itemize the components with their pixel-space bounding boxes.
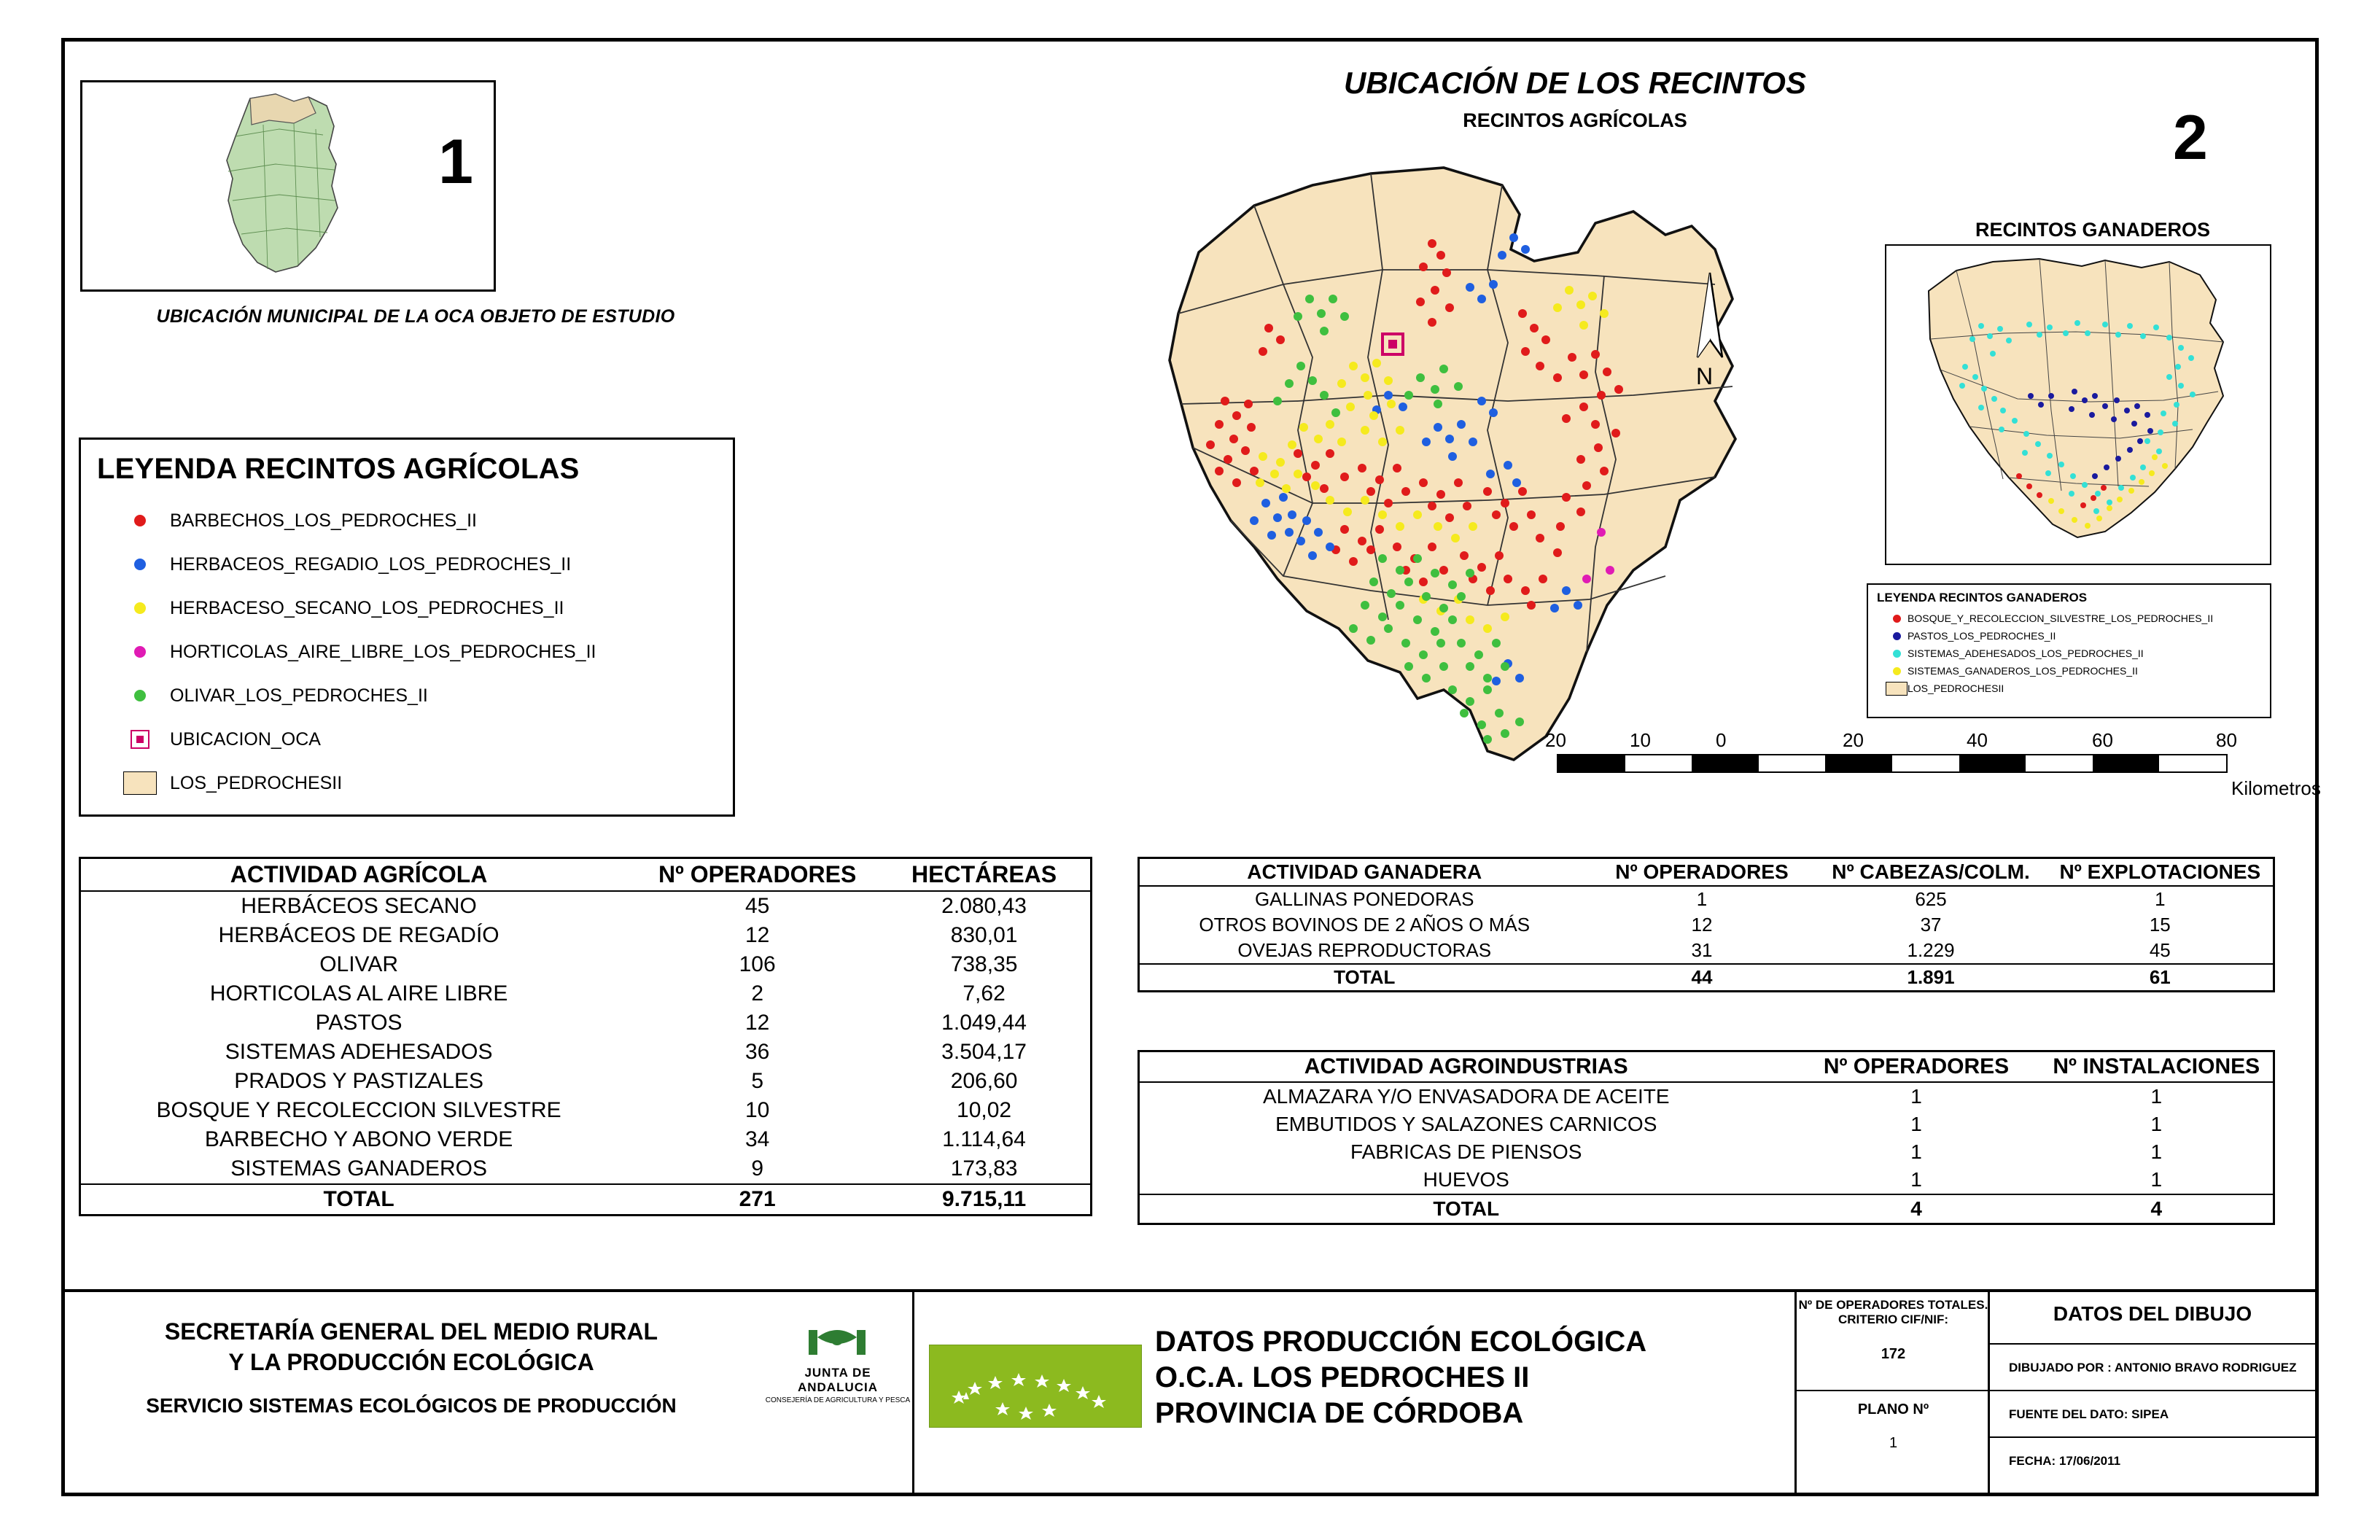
table-row (80, 891, 1092, 921)
scale-label: 10 (1630, 729, 1651, 751)
cell-instalaciones: 1 (2150, 1113, 2163, 1135)
table-row (80, 921, 1092, 950)
inset-municipal-caption: UBICACIÓN MUNICIPAL DE LA OCA OBJETO DE ESTUDIO (156, 306, 675, 327)
column-header: Nº CABEZAS/COLM. (1814, 858, 2047, 887)
table-header-row (1139, 858, 2274, 887)
fuente-text: FUENTE DEL DATO: SIPEA (2009, 1407, 2169, 1421)
legend-dot-icon (1886, 632, 1908, 640)
column-header: Nº OPERADORES (1792, 1051, 2039, 1083)
cell-activity: OVEJAS REPRODUCTORAS (1237, 939, 1492, 961)
table-actividad-ganadera (1138, 857, 2275, 992)
cell-operadores: 2 (751, 981, 763, 1006)
cell-total-operadores: 44 (1589, 964, 1814, 992)
inset-ganaderos-title: RECINTOS GANADEROS (1975, 219, 2211, 241)
scale-label: 80 (2216, 729, 2237, 751)
column-header: Nº EXPLOTACIONES (2048, 858, 2274, 887)
cell-total-label: TOTAL (1139, 1194, 1793, 1224)
legend-item (81, 499, 733, 542)
scale-units-label: Kilometros (2231, 777, 2321, 799)
table-header-row (1139, 1051, 2274, 1083)
cell-hectareas: 1.114,64 (942, 1127, 1026, 1151)
cell-hectareas: 738,35 (950, 952, 1018, 976)
cell-total-cabezas: 1.891 (1814, 964, 2047, 992)
legend-item (81, 586, 733, 630)
operadores-value: 172 (1881, 1346, 1906, 1362)
table-header-row (80, 858, 1092, 892)
scale-label: 40 (1967, 729, 1988, 751)
dibujado-por-row (1990, 1343, 2315, 1391)
table-row (80, 1008, 1092, 1038)
fecha-text: FECHA: 17/06/2011 (2009, 1454, 2121, 1468)
organismo-line-1: SECRETARÍA GENERAL DEL MEDIO RURAL (164, 1318, 658, 1345)
north-arrow (1677, 270, 1743, 394)
cell-hectareas: 1.049,44 (941, 1011, 1027, 1035)
operadores-header: Nº DE OPERADORES TOTALES. CRITERIO CIF/NIF: (1798, 1298, 1988, 1327)
cell-total-explotaciones: 61 (2048, 964, 2274, 992)
legend-item (1868, 610, 2270, 627)
organismo-line-3: SERVICIO SISTEMAS ECOLÓGICOS DE PRODUCCIÓN (146, 1394, 677, 1417)
legend-item-label: BOSQUE_Y_RECOLECCION_SILVESTRE_LOS_PEDROCHES_II (1908, 612, 2214, 624)
legend-item-label: HERBACEOS_REGADIO_LOS_PEDROCHES_II (170, 553, 572, 575)
legend-recintos-agricolas (79, 438, 735, 817)
legend-dot-icon (123, 559, 157, 570)
scale-bar-labels (1544, 729, 2244, 751)
cell-operadores: 31 (1691, 939, 1713, 961)
cell-cabezas: 625 (1915, 888, 1947, 910)
area-swatch-icon (1886, 682, 1908, 696)
table-row (1139, 912, 2274, 938)
scale-label: 0 (1716, 729, 1727, 751)
cell-hectareas: 7,62 (962, 981, 1006, 1006)
legend-item-label: PASTOS_LOS_PEDROCHES_II (1908, 630, 2056, 642)
fuente-row (1990, 1390, 2315, 1438)
column-header: Nº OPERADORES (637, 858, 878, 892)
andalucia-province-shape (206, 91, 374, 281)
table-row (80, 1038, 1092, 1067)
map-subtitle: RECINTOS AGRÍCOLAS (1463, 109, 1687, 131)
legend-item-label: SISTEMAS_GANADEROS_LOS_PEDROCHES_II (1908, 665, 2138, 677)
legend-item-label: LOS_PEDROCHESII (170, 772, 343, 793)
legend-dot-icon (1886, 650, 1908, 658)
cell-total-label: TOTAL (1139, 964, 1590, 992)
table-actividad-agricola (79, 857, 1092, 1216)
scale-bar (1545, 729, 2321, 799)
column-header: ACTIVIDAD AGRÍCOLA (80, 858, 637, 892)
fecha-row (1990, 1436, 2315, 1494)
cell-hectareas: 3.504,17 (941, 1040, 1027, 1064)
map-title: UBICACIÓN DE LOS RECINTOS (1344, 66, 1806, 100)
table-row (1139, 1138, 2274, 1166)
cell-operadores: 1 (1910, 1140, 1922, 1163)
legend-item (1868, 627, 2270, 645)
cell-activity: PRADOS Y PASTIZALES (234, 1069, 483, 1093)
plano-header: PLANO Nº (1797, 1390, 1990, 1418)
junta-subtitle: CONSEJERÍA DE AGRICULTURA Y PESCA (765, 1396, 911, 1404)
cell-explotaciones: 1 (2155, 888, 2166, 910)
legend-recintos-ganaderos (1867, 583, 2271, 718)
legend-item (1868, 645, 2270, 662)
cell-instalaciones: 1 (2150, 1085, 2163, 1108)
legend-item (1868, 680, 2270, 697)
cell-instalaciones: 1 (2150, 1140, 2163, 1163)
cell-total-operadores: 4 (1792, 1194, 2039, 1224)
legend-dot-icon (123, 690, 157, 701)
legend-dot-icon (123, 515, 157, 526)
table-total-row (1139, 964, 2274, 992)
table-row (1139, 1166, 2274, 1194)
legend-item-label: LOS_PEDROCHESII (1908, 682, 2004, 694)
table-row (80, 1067, 1092, 1096)
map-number-2: 2 (2173, 103, 2208, 173)
main-title-line-1: DATOS PRODUCCIÓN ECOLÓGICA (1155, 1326, 1647, 1358)
cell-operadores: 12 (1691, 914, 1713, 936)
area-swatch-icon (123, 771, 157, 795)
table-actividad-agroindustrias (1138, 1050, 2275, 1225)
main-title-panel (914, 1292, 1797, 1493)
cell-activity: GALLINAS PONEDORAS (1254, 888, 1474, 910)
cell-activity: OTROS BOVINOS DE 2 AÑOS O MÁS (1199, 914, 1531, 936)
cell-activity: PASTOS (315, 1011, 402, 1035)
cell-hectareas: 10,02 (957, 1098, 1012, 1122)
main-title-line-3: PROVINCIA DE CÓRDOBA (1155, 1396, 1524, 1429)
legend-item (81, 542, 733, 586)
legend-title: LEYENDA RECINTOS AGRÍCOLAS (97, 453, 580, 485)
cell-activity: HUEVOS (1423, 1168, 1509, 1191)
legend-dot-icon (1886, 667, 1908, 675)
legend-item-label: HORTICOLAS_AIRE_LIBRE_LOS_PEDROCHES_II (170, 641, 596, 662)
cell-activity: BOSQUE Y RECOLECCION SILVESTRE (156, 1098, 561, 1122)
cell-hectareas: 830,01 (950, 923, 1018, 947)
table-row (1139, 1111, 2274, 1138)
main-title-text (1155, 1324, 1782, 1431)
legend-item (81, 761, 733, 805)
cell-operadores: 1 (1910, 1113, 1922, 1135)
legend-dot-icon (123, 602, 157, 614)
column-header: Nº INSTALACIONES (2040, 1051, 2274, 1083)
eu-organic-logo (929, 1345, 1142, 1428)
scale-label: 20 (1843, 729, 1864, 751)
cell-total-hectareas: 9.715,11 (878, 1184, 1091, 1216)
column-header: HECTÁREAS (878, 858, 1091, 892)
cell-operadores: 106 (739, 952, 776, 976)
table-row (80, 950, 1092, 979)
cell-activity: SISTEMAS ADEHESADOS (225, 1040, 493, 1064)
cell-activity: ALMAZARA Y/O ENVASADORA DE ACEITE (1262, 1085, 1670, 1108)
legend-item-label: SISTEMAS_ADEHESADOS_LOS_PEDROCHES_II (1908, 648, 2144, 659)
legend-item-label: OLIVAR_LOS_PEDROCHES_II (170, 685, 428, 706)
cell-operadores: 45 (744, 894, 770, 918)
column-header: Nº OPERADORES (1589, 858, 1814, 887)
cell-activity: HERBÁCEOS DE REGADÍO (218, 923, 499, 947)
table-row (1139, 938, 2274, 964)
legend-item (81, 630, 733, 674)
table-total-row (80, 1184, 1092, 1216)
scale-label: 20 (1545, 729, 1566, 751)
junta-de-andalucia-logo (765, 1321, 911, 1404)
inset-map-recintos-ganaderos (1885, 244, 2271, 565)
operadores-panel (1797, 1292, 1990, 1493)
cell-activity: OLIVAR (319, 952, 398, 976)
cell-operadores: 12 (744, 1011, 770, 1035)
organismo-panel (65, 1292, 914, 1493)
datos-dibujo-header: DATOS DEL DIBUJO (2053, 1302, 2252, 1325)
cell-cabezas: 37 (1920, 914, 1942, 936)
main-title-line-2: O.C.A. LOS PEDROCHES II (1155, 1361, 1530, 1393)
organismo-line-2: Y LA PRODUCCIÓN ECOLÓGICA (228, 1349, 594, 1375)
cell-total-operadores: 271 (637, 1184, 878, 1216)
cell-operadores: 9 (751, 1156, 763, 1181)
cell-activity: SISTEMAS GANADEROS (230, 1156, 487, 1181)
title-block (65, 1289, 2315, 1493)
cell-activity: BARBECHO Y ABONO VERDE (204, 1127, 513, 1151)
cell-instalaciones: 1 (2150, 1168, 2163, 1191)
cell-total-instalaciones: 4 (2040, 1194, 2274, 1224)
table-row (80, 1125, 1092, 1154)
cell-operadores: 10 (744, 1098, 770, 1122)
hercules-columns-icon (794, 1321, 882, 1359)
inset-number-1: 1 (438, 127, 473, 197)
table-row (1139, 1082, 2274, 1111)
legend-item-label: BARBECHOS_LOS_PEDROCHES_II (170, 510, 477, 531)
scale-bar-graphic (1557, 754, 2228, 773)
table-row (1139, 886, 2274, 912)
cell-operadores: 34 (744, 1127, 770, 1151)
cell-operadores: 1 (1910, 1168, 1922, 1191)
cell-operadores: 12 (744, 923, 770, 947)
column-header: ACTIVIDAD AGROINDUSTRIAS (1139, 1051, 1793, 1083)
cell-total-label: TOTAL (80, 1184, 637, 1216)
legend-ganaderos-list (1868, 610, 2270, 697)
legend-list (81, 499, 733, 805)
plano-value: 1 (1889, 1435, 1898, 1451)
cell-hectareas: 173,83 (950, 1156, 1018, 1181)
cell-hectareas: 2.080,43 (941, 894, 1027, 918)
cell-operadores: 1 (1696, 888, 1708, 910)
cell-activity: HORTICOLAS AL AIRE LIBRE (209, 981, 508, 1006)
cell-activity: FABRICAS DE PIENSOS (1350, 1140, 1582, 1163)
cell-cabezas: 1.229 (1907, 939, 1955, 961)
table-row (80, 979, 1092, 1008)
table-row (80, 1096, 1092, 1125)
column-header: ACTIVIDAD GANADERA (1139, 858, 1590, 887)
legend-dot-icon (1886, 615, 1908, 623)
legend-item (1868, 662, 2270, 680)
cell-hectareas: 206,60 (950, 1069, 1018, 1093)
legend-dot-icon (123, 646, 157, 658)
table-row (80, 1154, 1092, 1184)
junta-title: JUNTA DE ANDALUCIA (797, 1366, 879, 1394)
legend-item (81, 718, 733, 761)
cell-explotaciones: 45 (2149, 939, 2171, 961)
legend-item (81, 674, 733, 718)
inset-municipal-location (80, 80, 496, 292)
legend-item-label: UBICACION_OCA (170, 728, 321, 750)
cell-activity: HERBÁCEOS SECANO (241, 894, 477, 918)
scale-label: 60 (2092, 729, 2113, 751)
table-total-row (1139, 1194, 2274, 1224)
cell-operadores: 1 (1910, 1085, 1922, 1108)
cell-operadores: 36 (744, 1040, 770, 1064)
legend-ganaderos-title: LEYENDA RECINTOS GANADEROS (1877, 591, 2088, 604)
north-arrow-label: N (1696, 363, 1714, 389)
cell-operadores: 5 (751, 1069, 763, 1093)
datos-dibujo-panel (1990, 1292, 2315, 1493)
cell-explotaciones: 15 (2149, 914, 2171, 936)
dibujado-por-text: DIBUJADO POR : ANTONIO BRAVO RODRIGUEZ (2009, 1361, 2297, 1374)
cell-activity: EMBUTIDOS Y SALAZONES CARNICOS (1275, 1113, 1657, 1135)
oca-marker-icon (123, 730, 157, 749)
legend-item-label: HERBACESO_SECANO_LOS_PEDROCHES_II (170, 597, 564, 618)
